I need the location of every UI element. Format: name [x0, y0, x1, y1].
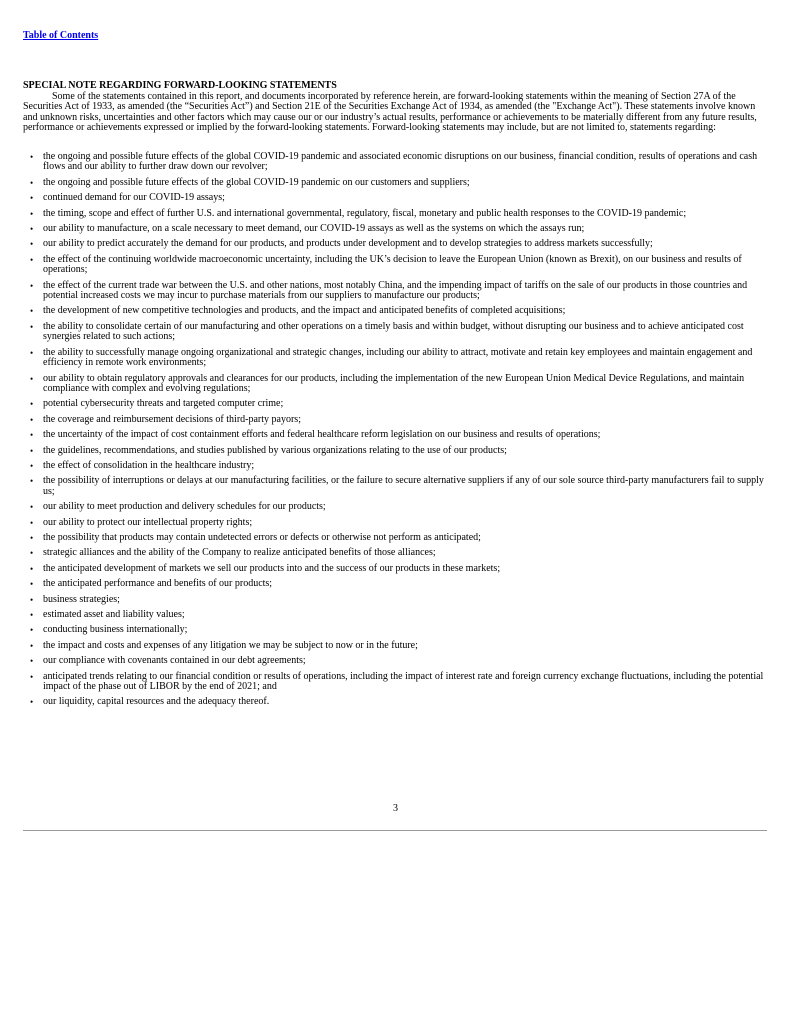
list-item-text: our ability to obtain regulatory approvals and clearances for our products, including the implementation of the new European Union Medical Device Regulations, and maintain compliance with complex and evolving regulations;: [43, 372, 745, 394]
list-item: [23, 193, 769, 203]
bullet-icon: •: [30, 208, 34, 219]
bullet-icon: •: [30, 321, 34, 332]
bullet-icon: •: [30, 656, 34, 667]
list-item: [23, 461, 769, 471]
list-item: [23, 518, 769, 528]
list-item-text: our compliance with covenants contained in our debt agreements;: [43, 655, 306, 667]
list-item: [23, 548, 769, 558]
list-item: [23, 533, 769, 543]
list-item: [23, 502, 769, 512]
list-item: [23, 579, 769, 589]
bullet-icon: •: [30, 460, 34, 471]
list-item-text: our ability to manufacture, on a scale necessary to meet demand, our COVID-19 assays as well as the systems on which the assays run;: [43, 223, 585, 235]
list-item-text: our ability to meet production and delivery schedules for our products;: [43, 501, 326, 513]
list-item-text: our liquidity, capital resources and the adequacy thereof.: [43, 696, 270, 708]
list-item-text: the timing, scope and effect of further U.S. and international governmental, regulatory, fiscal, monetary and public health responses to the COVID-19 pandemic;: [43, 207, 687, 219]
section-heading: SPECIAL NOTE REGARDING FORWARD-LOOKING STATEMENTS: [23, 80, 337, 91]
list-item-text: conducting business internationally;: [43, 624, 188, 636]
list-item: [23, 152, 769, 173]
bullet-icon: •: [30, 476, 34, 487]
bullet-icon: •: [30, 517, 34, 528]
bullet-icon: •: [30, 563, 34, 574]
list-item-text: the effect of consolidation in the healthcare industry;: [43, 459, 255, 471]
list-item: [23, 672, 769, 693]
list-item: [23, 322, 769, 343]
list-item: [23, 209, 769, 219]
list-item-text: the possibility that products may contain undetected errors or defects or otherwise not perform as anticipated;: [43, 531, 481, 543]
list-item: [23, 476, 769, 497]
list-item-text: the impact and costs and expenses of any litigation we may be subject to now or in the future;: [43, 639, 418, 651]
bullet-icon: •: [30, 224, 34, 235]
bullet-icon: •: [30, 306, 34, 317]
list-item-text: the coverage and reimbursement decisions of third-party payors;: [43, 413, 301, 425]
list-item: [23, 306, 769, 316]
bullet-icon: •: [30, 280, 34, 291]
page-divider: [23, 830, 767, 831]
list-item-text: the ability to successfully manage ongoing organizational and strategic changes, including our ability to attract, motivate and retain key employees and maintain engagement and efficiency in remote work environments;: [43, 346, 753, 369]
list-item-text: estimated asset and liability values;: [43, 609, 185, 620]
bullet-icon: •: [30, 193, 34, 204]
list-item-text: the ongoing and possible future effects of the global COVID-19 pandemic and associated economic disruptions on our business, financial condition, results of operations and cash flows and our ability to further draw down our revolver;: [43, 151, 758, 173]
list-item-text: the ongoing and possible future effects of the global COVID-19 pandemic on our customers and suppliers;: [43, 176, 470, 188]
list-item-text: the guidelines, recommendations, and studies published by various organizations relating to the use of our products;: [43, 444, 507, 456]
list-item: [23, 625, 769, 635]
bullet-icon: •: [30, 671, 34, 682]
list-item: [23, 446, 769, 456]
list-item-text: anticipated trends relating to our financial condition or results of operations, including the impact of interest rate and foreign currency exchange fluctuations, including the potential impact of the phase out of LIBOR by the end of 2021; and: [43, 670, 764, 693]
list-item-text: business strategies;: [43, 593, 120, 605]
table-of-contents-link[interactable]: Table of Contents: [23, 30, 99, 41]
bullet-icon: •: [30, 610, 34, 620]
list-item: [23, 374, 769, 395]
bullet-icon: •: [30, 594, 34, 605]
list-item-text: our ability to protect our intellectual property rights;: [43, 516, 253, 528]
bullet-icon: •: [30, 399, 34, 410]
list-item-text: the anticipated performance and benefits of our products;: [43, 578, 273, 590]
list-item: [23, 255, 769, 276]
bullet-icon: •: [30, 373, 34, 384]
bullet-icon: •: [30, 347, 34, 358]
intro-paragraph: Some of the statements contained in this report, and documents incorporated by reference herein, are forward-looking statements within the meaning of Section 27A of the Securities Act of 1933, as amended (the “Securities Act”) and Section 21E of the Securities Exchange Act of 1934, as amended (the "Exchange Act"). These statements involve known and unknown risks, uncertainties and other factors which may cause our or our industry’s actual results, performance or achievements to be materially different from any future results, performance or achievements expressed or implied by the forward-looking statements. Forward-looking statements may include, but are not limited to, statements regarding:: [23, 91, 757, 134]
list-item-text: the anticipated development of markets we sell our products into and the success of our products in these markets;: [43, 562, 501, 574]
list-item: [23, 641, 769, 651]
list-item: [23, 564, 769, 574]
bullet-icon: •: [30, 640, 34, 651]
list-item: [23, 656, 769, 666]
bullet-icon: •: [30, 579, 34, 590]
list-item-text: potential cybersecurity threats and targeted computer crime;: [43, 398, 284, 410]
list-item: [23, 348, 769, 369]
list-item: [23, 239, 769, 249]
list-item: [23, 281, 769, 302]
list-item-text: the uncertainty of the impact of cost containment efforts and federal healthcare reform legislation on our business and results of operations;: [43, 429, 601, 441]
list-item-text: the development of new competitive technologies and products, and the impact and anticipated benefits of completed acquisitions;: [43, 305, 566, 317]
bullet-icon: •: [30, 502, 34, 513]
bullet-icon: •: [30, 532, 34, 543]
list-item: [23, 430, 769, 440]
list-item-text: the effect of the current trade war between the U.S. and other nations, most notably China, and the impending impact of tariffs on the sale of our products in those countries and potential increased costs we may incur to purchase materials from our suppliers to manufacture our products;: [43, 279, 748, 302]
page-number: 3: [393, 803, 398, 814]
bullet-icon: •: [30, 254, 34, 265]
list-item-text: the effect of the continuing worldwide macroeconomic uncertainty, including the UK’s decision to leave the European Union (known as Brexit), on our business and results of operations;: [43, 253, 742, 276]
bullet-icon: •: [30, 430, 34, 441]
list-item-text: continued demand for our COVID-19 assays;: [43, 192, 225, 204]
bullet-icon: •: [30, 177, 34, 188]
list-item: [23, 415, 769, 425]
list-item: [23, 178, 769, 188]
bullet-icon: •: [30, 152, 34, 162]
forward-looking-statements-list: [23, 152, 769, 713]
list-item-text: the ability to consolidate certain of our manufacturing and other operations on a timely basis and within budget, without disrupting our business and to achieve anticipated cost synergies related to such actions;: [43, 320, 744, 343]
bullet-icon: •: [30, 548, 34, 559]
bullet-icon: •: [30, 625, 34, 636]
bullet-icon: •: [30, 697, 34, 708]
list-item: [23, 399, 769, 409]
list-item-text: strategic alliances and the ability of the Company to realize anticipated benefits of those alliances;: [43, 547, 436, 559]
list-item-text: our ability to predict accurately the demand for our products, and products under development and to develop strategies to address markets successfully;: [43, 238, 653, 250]
list-item-text: the possibility of interruptions or delays at our manufacturing facilities, or the failure to secure alternative suppliers if any of our sole source third-party manufacturers fail to supply us;: [43, 475, 764, 497]
bullet-icon: •: [30, 414, 34, 425]
list-item: [23, 595, 769, 605]
list-item: [23, 610, 769, 620]
list-item: [23, 224, 769, 234]
bullet-icon: •: [30, 445, 34, 456]
bullet-icon: •: [30, 239, 34, 250]
list-item: [23, 697, 769, 707]
